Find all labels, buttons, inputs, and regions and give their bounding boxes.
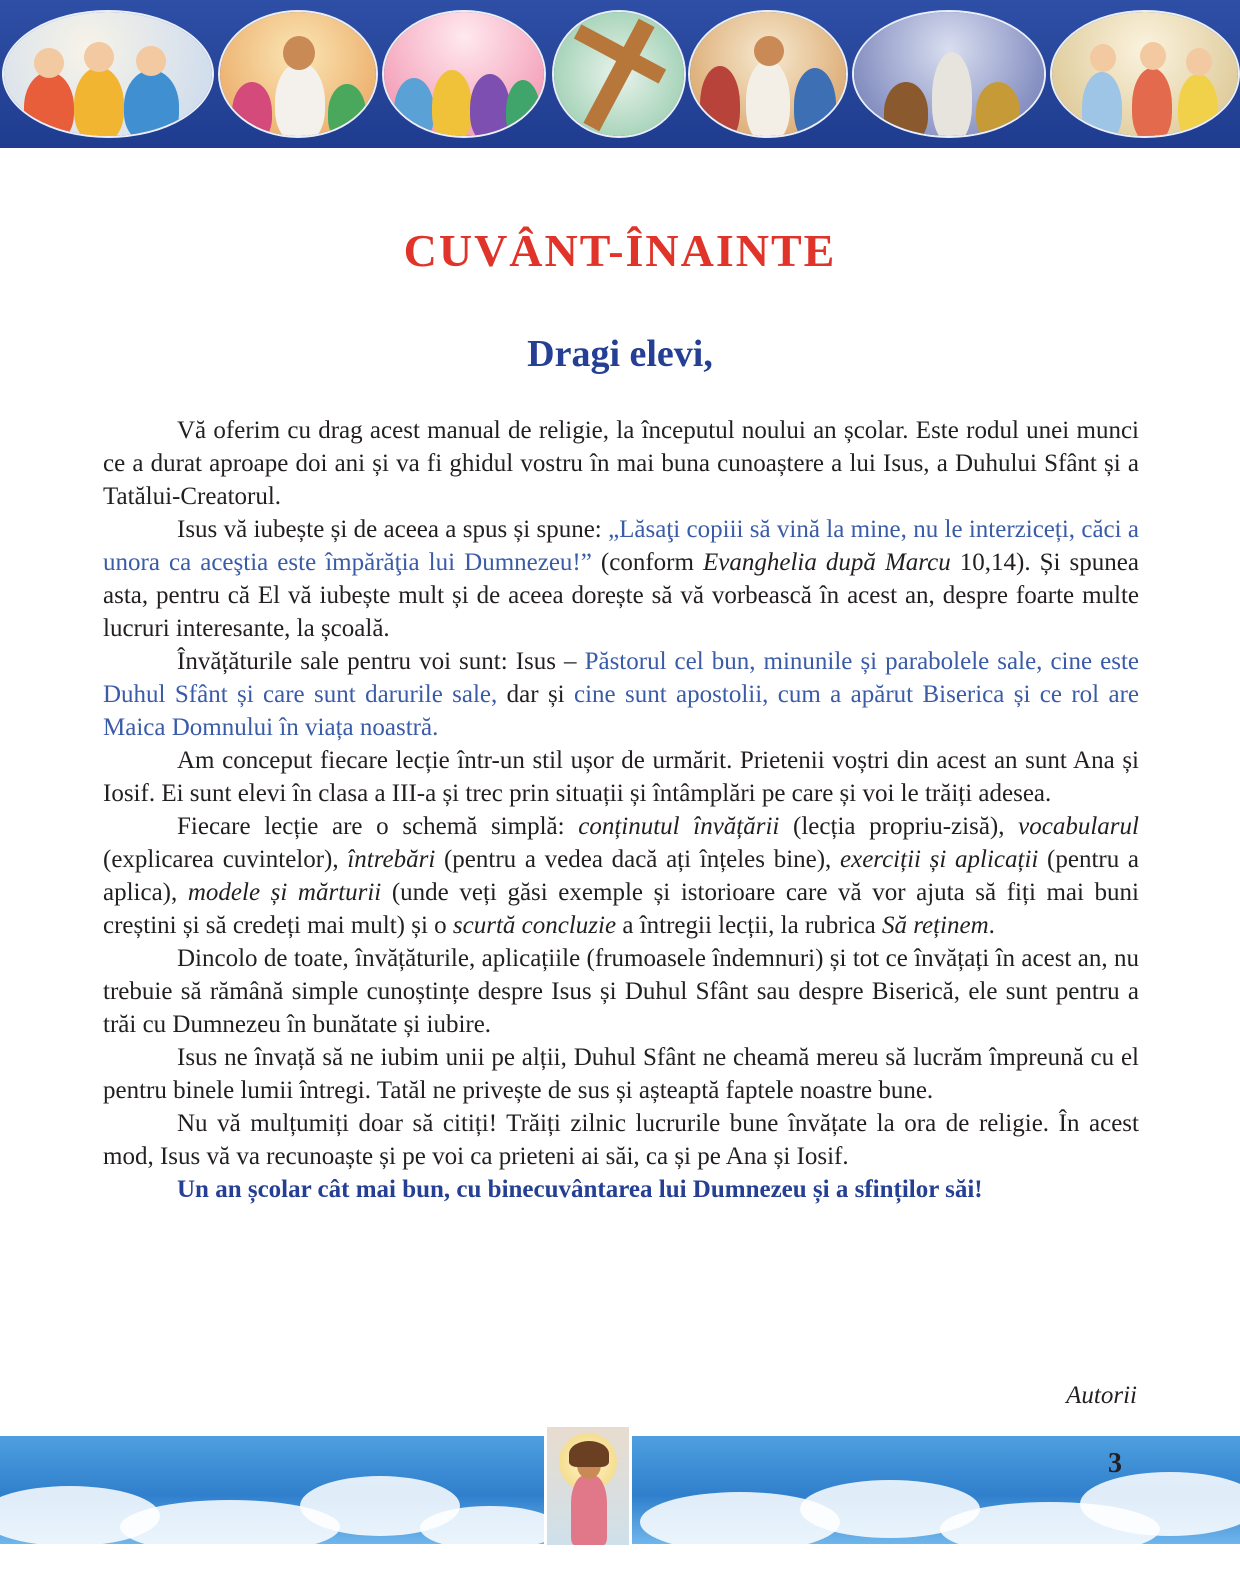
last-supper-illustration xyxy=(688,10,848,138)
paragraph-text: (conform xyxy=(591,549,703,576)
paragraph-text: dar și xyxy=(497,681,574,708)
foreword-body xyxy=(103,414,1139,1206)
paragraph-text: Fiecare lecție are o schemă simplă: xyxy=(177,813,579,840)
jesus-portrait-illustration xyxy=(544,1424,632,1548)
section-term: întrebări xyxy=(347,846,436,873)
paragraph-text: (pentru a vedea dacă ați înțeles bine), xyxy=(435,846,840,873)
bible-quote: „Lăsaţi copiii să vină la mine, nu le interziceți, căci a unora ca aceştia este împărăţia lui Dumnezeu!” xyxy=(103,516,1139,576)
paragraph-text: (pentru a aplica), xyxy=(103,846,1139,906)
section-term: modele și mărturii xyxy=(187,879,382,906)
paragraph-friends: Am conceput fiecare lecție într-un stil ușor de urmărit. Prietenii voștri din acest an sunt Ana și Iosif. Ei sunt elevi în clasa a III-a și trec prin situații și întâmplări pe care și voi le trăiți adesea. xyxy=(103,747,1139,807)
section-term: scurtă concluzie xyxy=(452,912,617,939)
paragraph-teachings xyxy=(103,645,1139,744)
paragraph-practice: Nu vă mulțumiți doar să citiți! Trăiți zilnic lucrurile bune învățate la ora de religie. În acest mod, Isus vă va recunoaște și pe voi ca prieteni ai săi, ca și pe Ana și Iosif. xyxy=(103,1110,1139,1170)
authors-signature: Autorii xyxy=(1066,1382,1137,1409)
paragraph-beyond: Dincolo de toate, învățăturile, aplicațiile (frumoasele îndemnuri) și tot ce învățați în acest an, nu trebuie să rămână simple cunoștințe despre Isus și Duhul Sfânt sau despre Biserică, ele sunt pentru a trăi cu Dumnezeu în bunătate și iubire. xyxy=(103,945,1139,1038)
page-title: CUVÂNT-ÎNAINTE xyxy=(403,225,837,276)
paragraph-text: Isus vă iubește și de aceea a spus și spune: xyxy=(177,516,609,543)
paragraph-lesson-structure xyxy=(103,810,1139,942)
paragraph-text: (unde veți găsi exemple și istorioare care vă vor ajuta să fiți mai buni creștini și să credeți mai mult) și o xyxy=(103,879,1139,939)
crowd-worship-illustration xyxy=(382,10,546,138)
section-term: Să reținem xyxy=(881,912,989,939)
jesus-walking-illustration xyxy=(1050,10,1240,138)
top-illustration-banner xyxy=(0,0,1240,148)
calming-storm-illustration xyxy=(852,10,1046,138)
closing-blessing: Un an școlar cât mai bun, cu binecuvântarea lui Dumnezeu și a sfinților săi! xyxy=(177,1176,983,1203)
wooden-cross-illustration xyxy=(552,10,686,138)
paragraph-text: a întregii lecții, la rubrica xyxy=(616,912,882,939)
paragraph-text: Învățăturile sale pentru voi sunt: Isus – xyxy=(177,648,585,675)
paragraph-text: . xyxy=(988,912,995,939)
section-term: vocabularul xyxy=(1018,813,1139,840)
paragraph-intro: Vă oferim cu drag acest manual de religie, la începutul noului an școlar. Este rodul unei munci ce a durat aproape doi ani și va fi ghidul vostru în mai buna cunoaștere a lui Isus, a Duhului Sfânt și a Tatălui-Creatorul. xyxy=(103,417,1139,510)
paragraph-text: (explicarea cuvintelor), xyxy=(103,846,348,873)
page-number: 3 xyxy=(1108,1448,1122,1479)
jesus-with-children-illustration xyxy=(218,10,378,138)
paragraph-love: Isus ne învață să ne iubim unii pe alții, Duhul Sfânt ne cheamă mereu să lucrăm împreună cu el pentru binele lumii întregi. Tatăl ne privește de sus și așteaptă faptele noastre bune. xyxy=(103,1044,1139,1104)
paragraph-text: (lecția propriu-zisă), xyxy=(779,813,1019,840)
children-group-illustration xyxy=(2,10,214,138)
greeting-heading: Dragi elevi, xyxy=(527,333,713,375)
paragraph-quote xyxy=(103,513,1139,645)
bible-reference: Evanghelia după Marcu xyxy=(703,549,951,576)
section-term: exerciții și aplicații xyxy=(840,846,1039,873)
highlighted-topics: Păstorul cel bun, minunile și parabolele sale, cine este Duhul Sfânt și care sunt darurile sale, xyxy=(103,648,1139,708)
paragraph-text: 10,14). Și spunea asta, pentru că El vă iubește mult și de aceea dorește să vă vorbească în acest an, despre foarte multe lucruri interesante, la școală. xyxy=(103,549,1139,642)
highlighted-topics: cine sunt apostolii, cum a apărut Biserica și ce rol are Maica Domnului în viața noastră. xyxy=(103,681,1139,741)
section-term: conținutul învățării xyxy=(578,813,780,840)
